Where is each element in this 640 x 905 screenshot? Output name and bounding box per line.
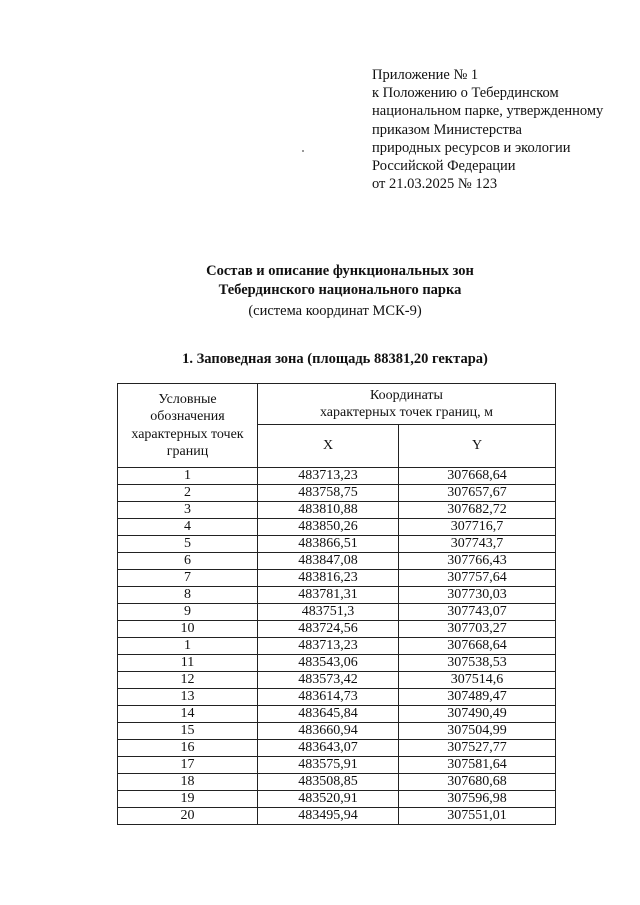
y-coordinate-cell: 307730,03: [399, 587, 556, 604]
coordinates-table: [117, 383, 556, 825]
x-coordinate-cell: 483508,85: [258, 774, 399, 791]
x-coordinate-cell: 483643,07: [258, 740, 399, 757]
scan-speck: [302, 150, 304, 152]
x-coordinate-cell: 483781,31: [258, 587, 399, 604]
y-coordinate-cell: 307538,53: [399, 655, 556, 672]
point-number-cell: 20: [118, 808, 258, 825]
appendix-line: приказом Министерства: [372, 121, 522, 138]
x-coordinate-cell: 483660,94: [258, 723, 399, 740]
y-coordinate-cell: 307682,72: [399, 502, 556, 519]
point-number-cell: 18: [118, 774, 258, 791]
table-row: [118, 757, 556, 774]
appendix-line: Приложение № 1: [372, 67, 479, 83]
point-number-cell: 9: [118, 604, 258, 621]
table-row: [118, 723, 556, 740]
table-row: [118, 587, 556, 604]
zone-heading: 1. Заповедная зона (площадь 88381,20 гектара): [182, 351, 488, 367]
x-coordinate-cell: 483751,3: [258, 604, 399, 621]
y-coordinate-cell: 307766,43: [399, 553, 556, 570]
point-number-cell: 15: [118, 723, 258, 740]
y-coordinate-cell: 307657,67: [399, 485, 556, 502]
x-coordinate-cell: 483866,51: [258, 536, 399, 553]
x-coordinate-cell: 483847,08: [258, 553, 399, 570]
y-coordinate-cell: 307703,27: [399, 621, 556, 638]
title-line-1: Состав и описание функциональных зон: [206, 263, 474, 279]
y-coordinate-cell: 307581,64: [399, 757, 556, 774]
table-row: [118, 655, 556, 672]
x-coordinate-cell: 483850,26: [258, 519, 399, 536]
x-coordinate-cell: 483614,73: [258, 689, 399, 706]
point-number-cell: 12: [118, 672, 258, 689]
point-number-cell: 17: [118, 757, 258, 774]
point-number-cell: 3: [118, 502, 258, 519]
table-row: [118, 672, 556, 689]
x-coordinate-cell: 483645,84: [258, 706, 399, 723]
header-coordinates: Координаты характерных точек границ, м: [258, 384, 556, 425]
point-number-cell: 10: [118, 621, 258, 638]
table-row: [118, 774, 556, 791]
x-coordinate-cell: 483810,88: [258, 502, 399, 519]
table-row: [118, 604, 556, 621]
x-coordinate-cell: 483724,56: [258, 621, 399, 638]
appendix-line: к Положению о Тебердинском: [372, 85, 559, 102]
table-row: [118, 706, 556, 723]
header-x: X: [258, 425, 399, 468]
point-number-cell: 7: [118, 570, 258, 587]
header-conventional-designations: Условные обозначения характерных точек границ: [118, 384, 258, 468]
appendix-block: [372, 66, 603, 193]
y-coordinate-cell: 307757,64: [399, 570, 556, 587]
document-title: [0, 262, 640, 300]
table-row: [118, 638, 556, 655]
y-coordinate-cell: 307514,6: [399, 672, 556, 689]
table-row: [118, 689, 556, 706]
y-coordinate-cell: 307668,64: [399, 638, 556, 655]
point-number-cell: 6: [118, 553, 258, 570]
y-coordinate-cell: 307551,01: [399, 808, 556, 825]
appendix-line: от 21.03.2025 № 123: [372, 176, 498, 193]
y-coordinate-cell: 307489,47: [399, 689, 556, 706]
x-coordinate-cell: 483543,06: [258, 655, 399, 672]
x-coordinate-cell: 483573,42: [258, 672, 399, 689]
y-coordinate-cell: 307504,99: [399, 723, 556, 740]
y-coordinate-cell: 307680,68: [399, 774, 556, 791]
table-row: [118, 553, 556, 570]
table-row: [118, 808, 556, 825]
table-row: [118, 621, 556, 638]
appendix-line: национальном парке, утвержденному: [372, 103, 604, 120]
table-row: [118, 485, 556, 502]
coordinate-system-note: (система координат МСК-9): [248, 303, 422, 319]
point-number-cell: 13: [118, 689, 258, 706]
table-row: [118, 502, 556, 519]
header-y: Y: [399, 425, 556, 468]
y-coordinate-cell: 307743,7: [399, 536, 556, 553]
point-number-cell: 1: [118, 468, 258, 485]
x-coordinate-cell: 483713,23: [258, 468, 399, 485]
appendix-line: Российской Федерации: [372, 158, 516, 175]
y-coordinate-cell: 307596,98: [399, 791, 556, 808]
point-number-cell: 14: [118, 706, 258, 723]
title-line-2: Тебердинского национального парка: [218, 282, 462, 298]
appendix-line: природных ресурсов и экологии: [372, 139, 571, 156]
x-coordinate-cell: 483816,23: [258, 570, 399, 587]
x-coordinate-cell: 483758,75: [258, 485, 399, 502]
x-coordinate-cell: 483495,94: [258, 808, 399, 825]
point-number-cell: 8: [118, 587, 258, 604]
x-coordinate-cell: 483575,91: [258, 757, 399, 774]
table-row: [118, 536, 556, 553]
point-number-cell: 16: [118, 740, 258, 757]
point-number-cell: 1: [118, 638, 258, 655]
table-row: [118, 519, 556, 536]
y-coordinate-cell: 307490,49: [399, 706, 556, 723]
table-row: [118, 570, 556, 587]
y-coordinate-cell: 307743,07: [399, 604, 556, 621]
point-number-cell: 4: [118, 519, 258, 536]
point-number-cell: 2: [118, 485, 258, 502]
x-coordinate-cell: 483520,91: [258, 791, 399, 808]
point-number-cell: 11: [118, 655, 258, 672]
y-coordinate-cell: 307527,77: [399, 740, 556, 757]
y-coordinate-cell: 307668,64: [399, 468, 556, 485]
y-coordinate-cell: 307716,7: [399, 519, 556, 536]
point-number-cell: 19: [118, 791, 258, 808]
table-row: [118, 468, 556, 485]
x-coordinate-cell: 483713,23: [258, 638, 399, 655]
table-row: [118, 791, 556, 808]
table-row: [118, 740, 556, 757]
point-number-cell: 5: [118, 536, 258, 553]
